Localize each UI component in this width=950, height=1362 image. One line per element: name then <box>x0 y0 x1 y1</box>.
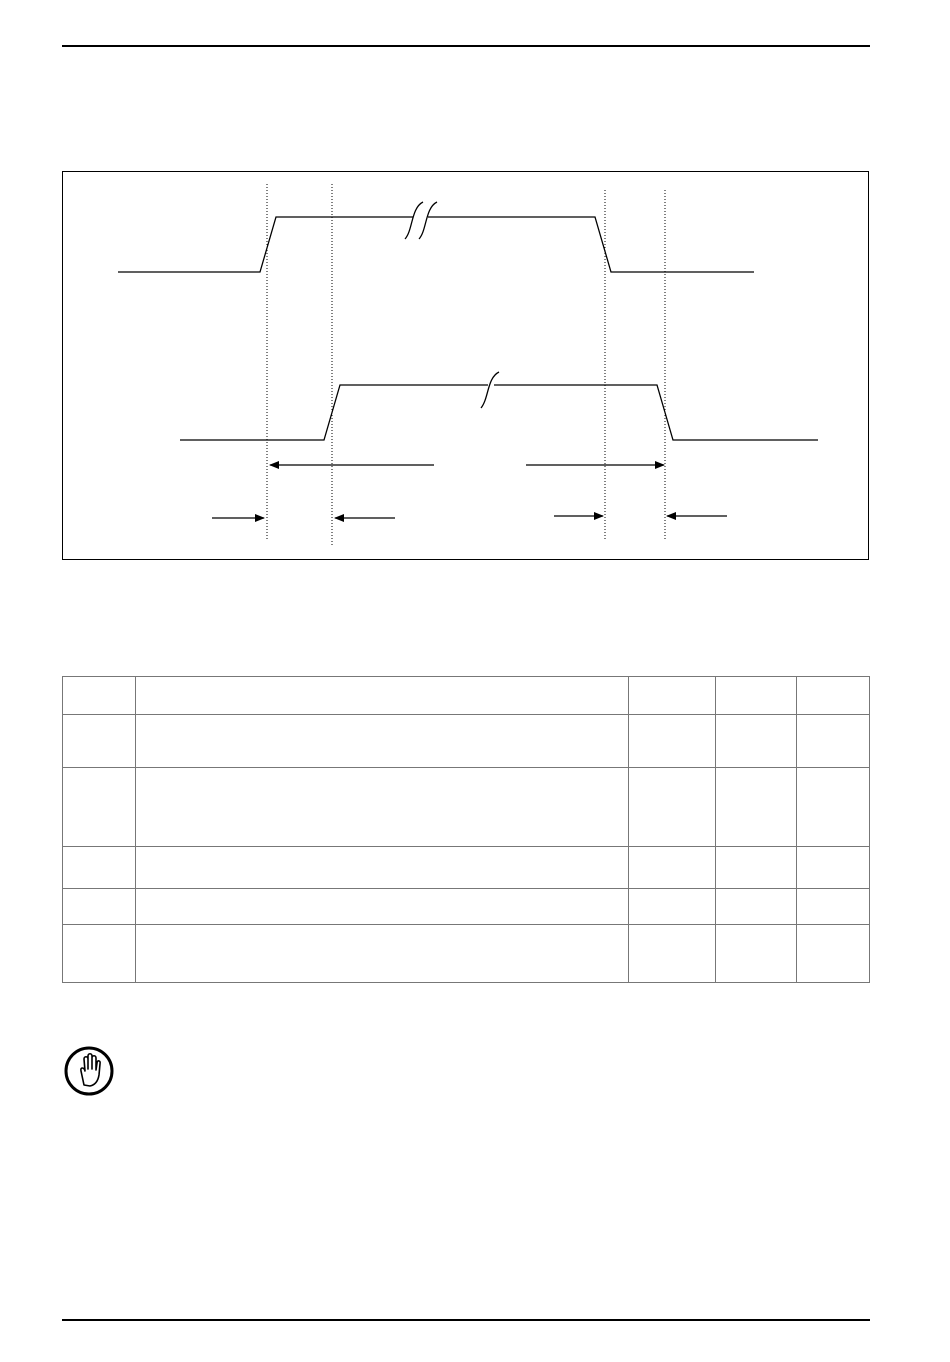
table-cell <box>63 768 136 847</box>
table-cell <box>797 768 870 847</box>
reference-lines <box>267 184 665 545</box>
table-cell <box>136 925 629 983</box>
table-cell <box>629 677 716 715</box>
table-cell <box>136 847 629 889</box>
table-cell <box>629 715 716 768</box>
table-cell <box>136 715 629 768</box>
table-cell <box>136 889 629 925</box>
table-cell <box>797 847 870 889</box>
parameter-table <box>62 676 870 983</box>
table-cell <box>63 925 136 983</box>
table-cell <box>716 925 797 983</box>
table-cell <box>629 889 716 925</box>
upper-signal-break-right <box>419 202 437 239</box>
upper-signal-break-left <box>405 202 423 239</box>
diagram-frame <box>63 172 869 560</box>
footer-rule <box>62 1319 870 1321</box>
hand-stop-icon <box>60 1045 118 1097</box>
table-cell <box>629 847 716 889</box>
table-cell <box>797 925 870 983</box>
table-cell <box>797 889 870 925</box>
upper-signal-waveform <box>118 217 754 272</box>
table-cell <box>63 715 136 768</box>
header-rule <box>62 45 870 47</box>
table-row <box>63 768 870 847</box>
table-cell <box>63 847 136 889</box>
table-row <box>63 889 870 925</box>
table-cell <box>136 768 629 847</box>
table-cell <box>716 847 797 889</box>
timing-diagram <box>61 171 870 561</box>
table-row <box>63 715 870 768</box>
table-cell <box>63 889 136 925</box>
table-cell <box>716 768 797 847</box>
table-cell <box>716 677 797 715</box>
table-cell <box>797 677 870 715</box>
lower-signal-break <box>481 372 499 408</box>
table-cell <box>63 677 136 715</box>
table-cell <box>716 715 797 768</box>
table-row <box>63 925 870 983</box>
table-cell <box>797 715 870 768</box>
table-cell <box>716 889 797 925</box>
table-cell <box>136 677 629 715</box>
table-row <box>63 677 870 715</box>
table-cell <box>629 768 716 847</box>
lower-signal-waveform <box>180 385 818 440</box>
table-row <box>63 847 870 889</box>
table-cell <box>629 925 716 983</box>
